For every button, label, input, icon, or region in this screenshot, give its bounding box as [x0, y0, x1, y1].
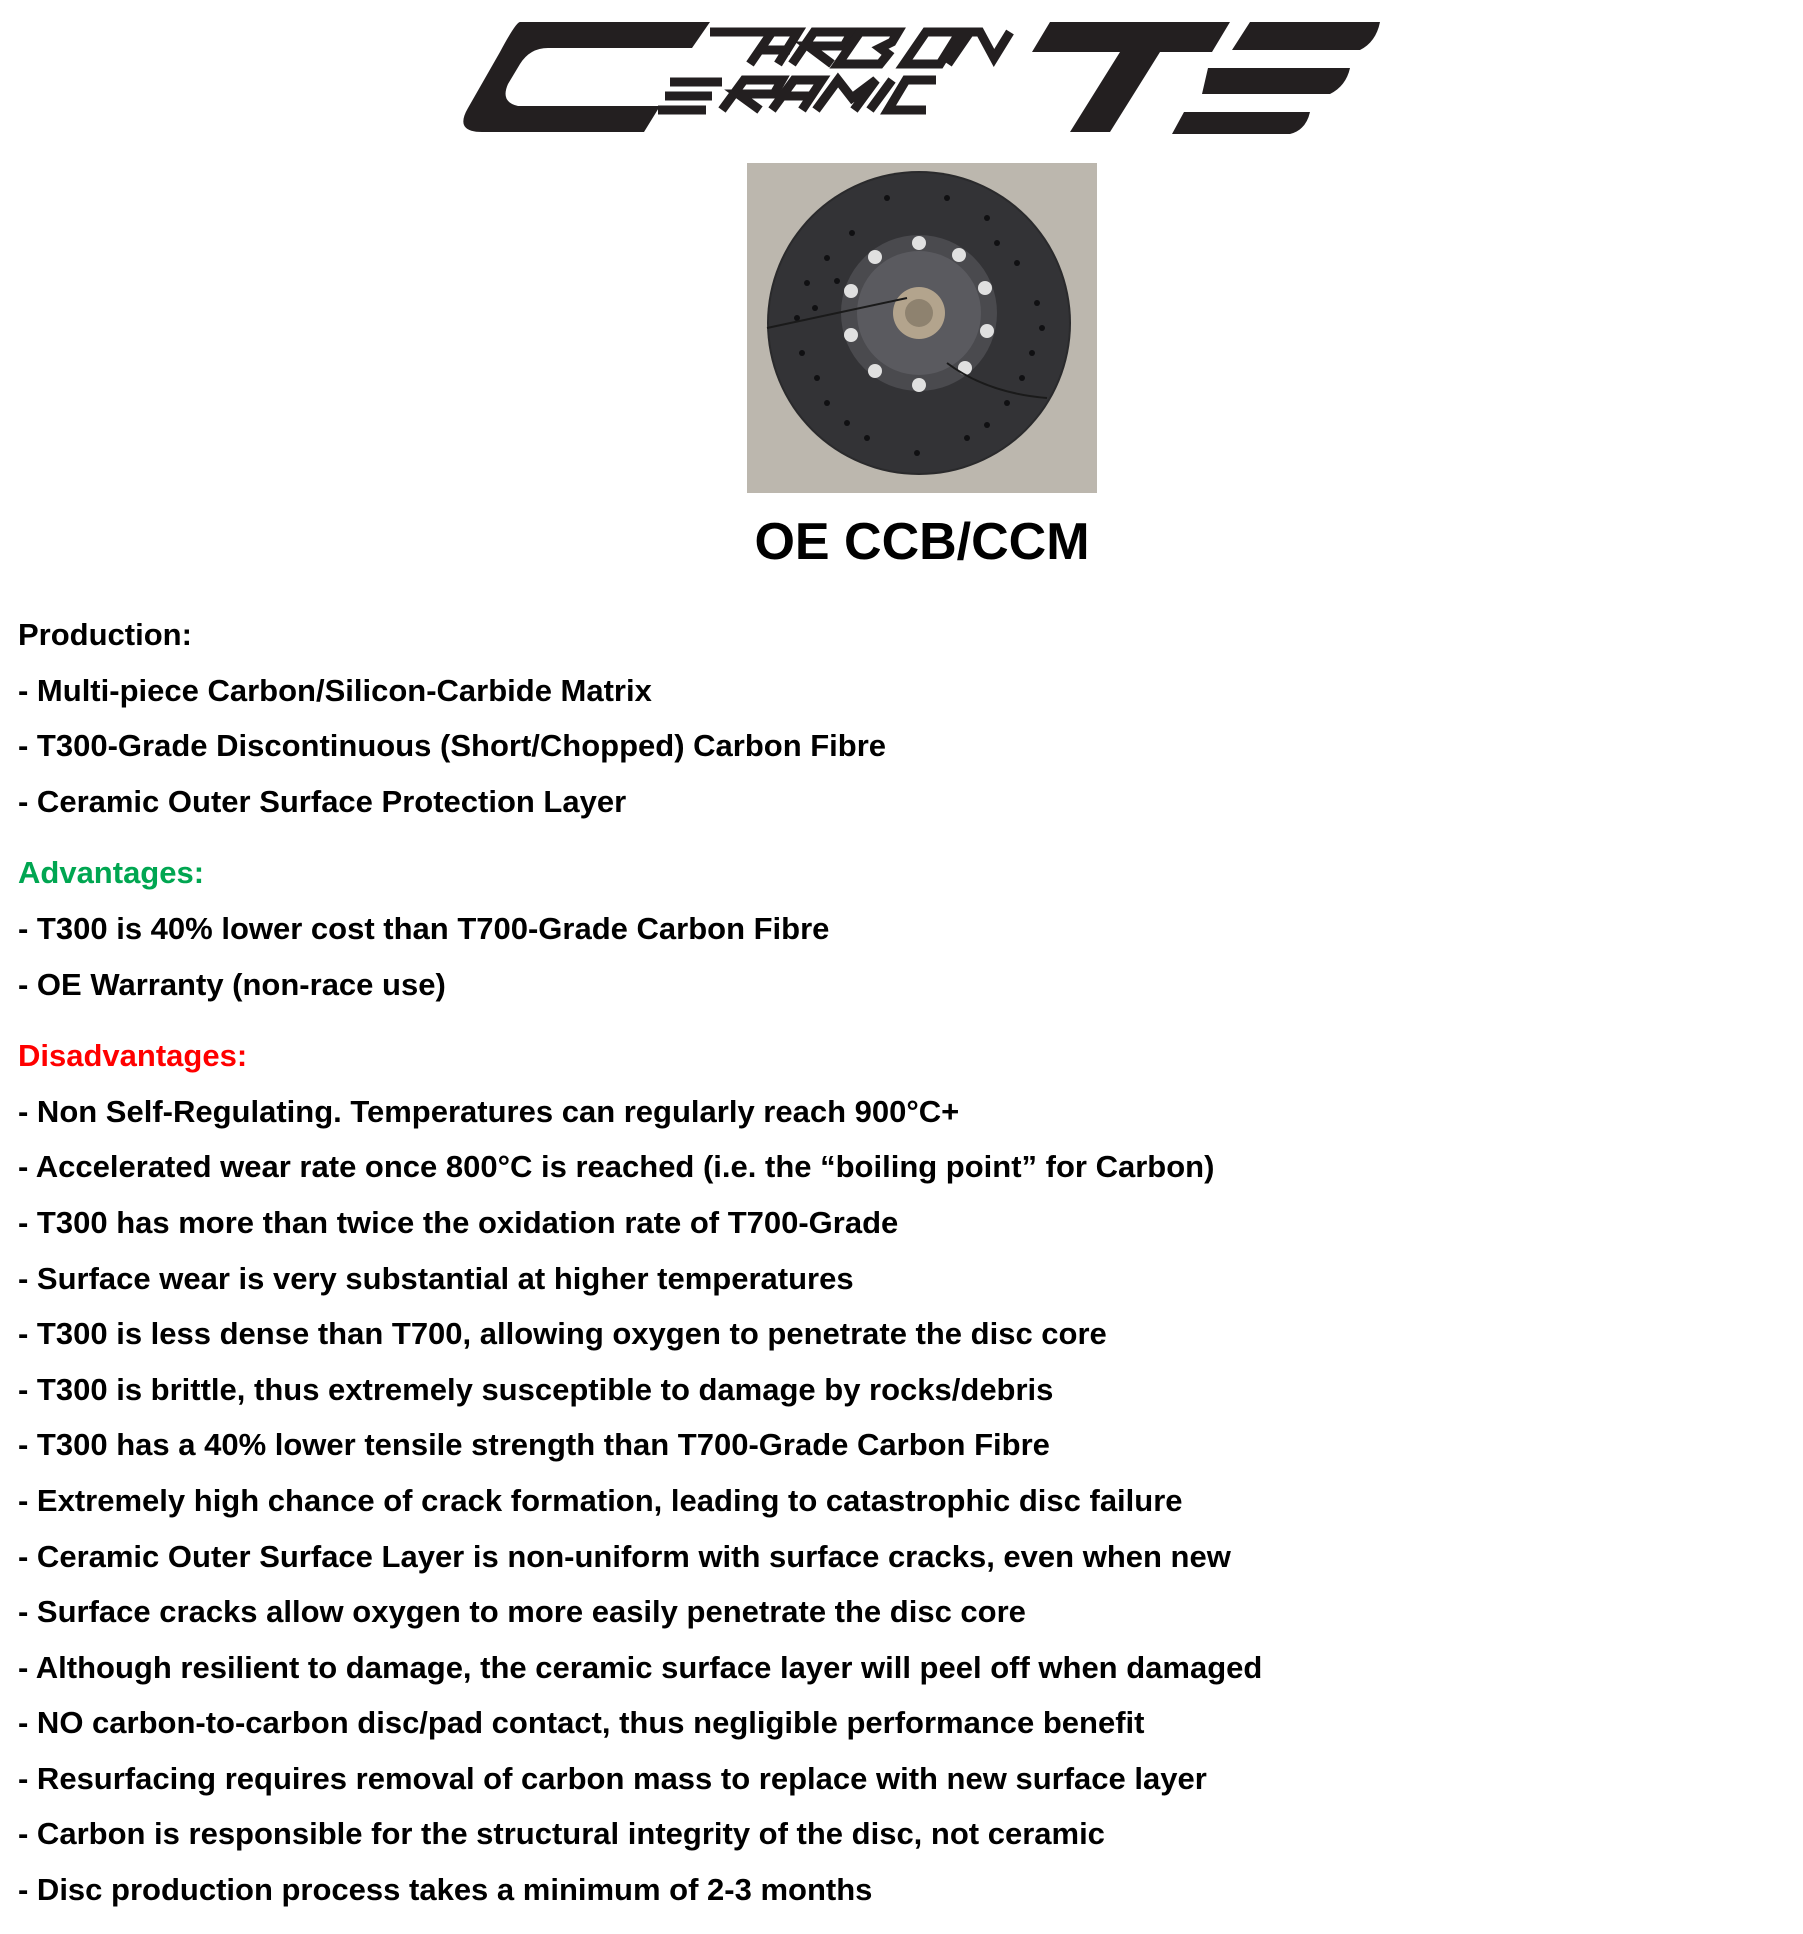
- list-item: - T300 has more than twice the oxidation rate of T700-Grade: [18, 1204, 899, 1240]
- section-disadvantages: [18, 1028, 1778, 1918]
- brake-disc-photo: [747, 163, 1097, 493]
- list-item: - Multi-piece Carbon/Silicon-Carbide Matrix: [18, 672, 652, 708]
- list-item: - Non Self-Regulating. Temperatures can regularly reach 900°C+: [18, 1093, 960, 1129]
- list-item: - Surface wear is very substantial at higher temperatures: [18, 1260, 854, 1296]
- list-item: - Although resilient to damage, the ceramic surface layer will peel off when damaged: [18, 1649, 1263, 1685]
- brake-disc-illustration: [747, 163, 1097, 493]
- list-item: - Disc production process takes a minimum of 2-3 months: [18, 1872, 873, 1908]
- list-item: - T300 is brittle, thus extremely susceptible to damage by rocks/debris: [18, 1371, 1054, 1407]
- list-item: - Ceramic Outer Surface Layer is non-uniform with surface cracks, even when new: [18, 1538, 1231, 1574]
- page-title: OE CCB/CCM: [754, 513, 1090, 571]
- list-item: - NO carbon-to-carbon disc/pad contact, thus negligible performance benefit: [18, 1705, 1145, 1741]
- logo-word-eramic: [658, 80, 936, 110]
- logo-letter-c: [463, 22, 710, 132]
- list-item: - Accelerated wear rate once 800°C is reached (i.e. the “boiling point” for Carbon): [18, 1149, 1215, 1185]
- list-item: - Carbon is responsible for the structural integrity of the disc, not ceramic: [18, 1816, 1105, 1852]
- brand-logo: [460, 12, 1380, 142]
- list-item: - Surface cracks allow oxygen to more easily penetrate the disc core: [18, 1594, 1026, 1630]
- logo-word-carbon: [710, 32, 1010, 64]
- list-item: - T300 is 40% lower cost than T700-Grade Carbon Fibre: [18, 910, 830, 946]
- section-heading-advantages: Advantages:: [18, 855, 205, 891]
- list-item: - OE Warranty (non-race use): [18, 966, 446, 1002]
- list-item: - T300 is less dense than T700, allowing oxygen to penetrate the disc core: [18, 1316, 1107, 1352]
- list-item: - T300-Grade Discontinuous (Short/Chopped) Carbon Fibre: [18, 728, 887, 764]
- section-production: [18, 607, 1778, 829]
- list-item: - Ceramic Outer Surface Protection Layer: [18, 783, 627, 819]
- section-heading-production: Production:: [18, 617, 192, 652]
- list-item: - Resurfacing requires removal of carbon mass to replace with new surface layer: [18, 1760, 1207, 1796]
- content-body: [18, 607, 1778, 1934]
- list-item: - Extremely high chance of crack formation, leading to catastrophic disc failure: [18, 1482, 1183, 1518]
- section-advantages: [18, 845, 1778, 1012]
- list-item: - T300 has a 40% lower tensile strength than T700-Grade Carbon Fibre: [18, 1427, 1050, 1463]
- section-heading-disadvantages: Disadvantages:: [18, 1038, 248, 1074]
